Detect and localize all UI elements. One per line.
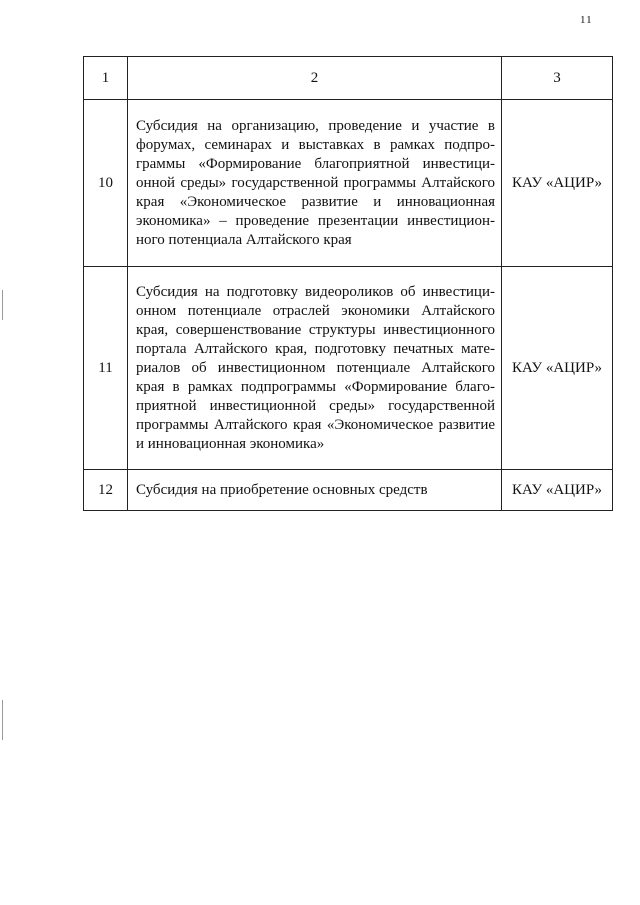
row-executor: КАУ «АЦИР» [502, 267, 613, 470]
row-executor: КАУ «АЦИР» [502, 100, 613, 267]
row-number: 11 [84, 267, 128, 470]
row-description: Субсидия на организацию, проведение и участие в форумах, семинарах и выставках в рамках подпрограммы «Формирование благоприятной инвестиционной среды» государственной программы Алтайского края «Экономическое развитие и инновационная экономика» – проведение презентации инвестиционного потенциала Алтайского края [128, 100, 502, 267]
row-description: Субсидия на подготовку видеороликов об инвестиционном потенциале отраслей экономики Алтайского края, совершенствование структуры инвестиционного портала Алтайского края, подготовку печатных материалов об инвестиционном потенциале Алтайского края в рамках подпрограммы «Формирование благоприятной инвестиционной среды» государственной программы Алтайского края «Экономическое развитие и инновационная экономика» [128, 267, 502, 470]
table-row [84, 100, 613, 267]
page-number: 11 [580, 14, 593, 26]
row-number: 12 [84, 470, 128, 511]
column-header-3: 3 [502, 57, 613, 100]
row-executor: КАУ «АЦИР» [502, 470, 613, 511]
scan-edge-mark [2, 700, 3, 740]
column-header-1: 1 [84, 57, 128, 100]
column-header-2: 2 [128, 57, 502, 100]
row-description: Субсидия на приобретение основных средств [128, 470, 502, 511]
scan-edge-mark [2, 290, 3, 320]
row-number: 10 [84, 100, 128, 267]
table-row [84, 267, 613, 470]
table-header-row [84, 57, 613, 100]
subsidy-table [83, 56, 613, 511]
table-row [84, 470, 613, 511]
